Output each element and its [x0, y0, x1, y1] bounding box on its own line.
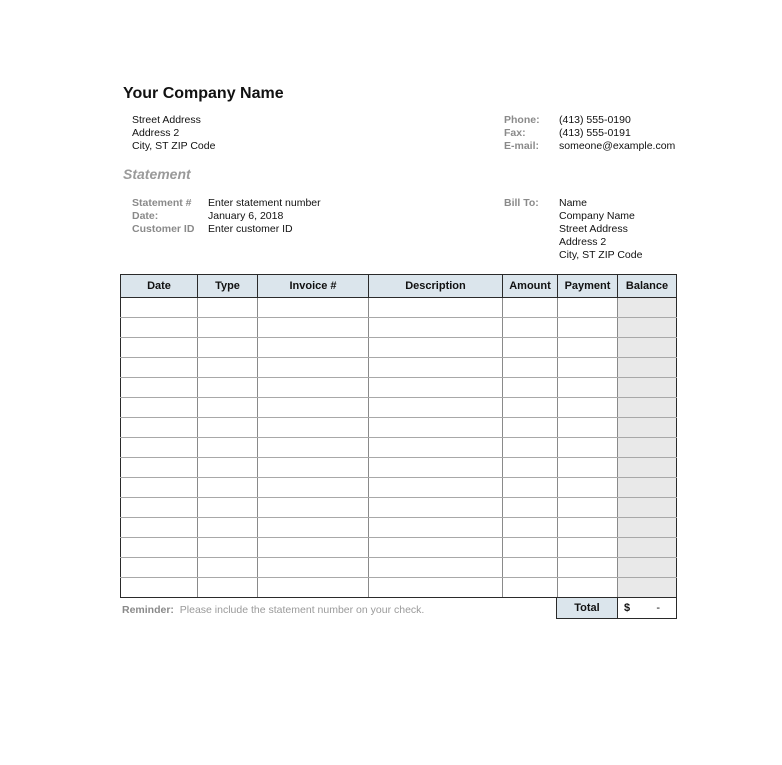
cell-type[interactable] — [198, 358, 258, 378]
cell-invoice[interactable] — [258, 418, 369, 438]
col-header-description: Description — [369, 275, 503, 298]
cell-date[interactable] — [121, 358, 198, 378]
col-header-date: Date — [121, 275, 198, 298]
cell-type[interactable] — [198, 338, 258, 358]
cell-balance[interactable] — [618, 578, 677, 598]
cell-type[interactable] — [198, 458, 258, 478]
col-header-invoice: Invoice # — [258, 275, 369, 298]
table-row — [121, 378, 677, 398]
cell-amount[interactable] — [503, 518, 558, 538]
address-line-2: Address 2 — [132, 127, 180, 139]
cell-payment[interactable] — [558, 438, 618, 458]
cell-invoice[interactable] — [258, 458, 369, 478]
cell-date[interactable] — [121, 458, 198, 478]
cell-amount[interactable] — [503, 578, 558, 598]
total-currency: $ — [624, 602, 631, 614]
cell-balance[interactable] — [618, 298, 677, 318]
cell-amount[interactable] — [503, 538, 558, 558]
cell-payment[interactable] — [558, 518, 618, 538]
cell-balance[interactable] — [618, 438, 677, 458]
cell-balance[interactable] — [618, 518, 677, 538]
cell-payment[interactable] — [558, 398, 618, 418]
cell-amount[interactable] — [503, 478, 558, 498]
cell-invoice[interactable] — [258, 378, 369, 398]
cell-description[interactable] — [369, 338, 503, 358]
cell-amount[interactable] — [503, 498, 558, 518]
cell-date[interactable] — [121, 538, 198, 558]
cell-type[interactable] — [198, 558, 258, 578]
date-field[interactable]: January 6, 2018 — [208, 210, 284, 222]
table-row — [121, 478, 677, 498]
table-row — [121, 358, 677, 378]
cell-amount[interactable] — [503, 358, 558, 378]
cell-date[interactable] — [121, 498, 198, 518]
cell-description[interactable] — [369, 518, 503, 538]
cell-description[interactable] — [369, 478, 503, 498]
cell-description[interactable] — [369, 438, 503, 458]
cell-payment[interactable] — [558, 538, 618, 558]
contact-labels — [504, 114, 540, 153]
statement-values — [208, 197, 321, 236]
bill-to-address2[interactable]: Address 2 — [559, 236, 607, 248]
table-header-row — [121, 275, 677, 298]
cell-type[interactable] — [198, 298, 258, 318]
cell-amount[interactable] — [503, 318, 558, 338]
cell-invoice[interactable] — [258, 518, 369, 538]
cell-description[interactable] — [369, 358, 503, 378]
cell-balance[interactable] — [618, 338, 677, 358]
cell-balance[interactable] — [618, 498, 677, 518]
cell-date[interactable] — [121, 398, 198, 418]
table-row — [121, 518, 677, 538]
cell-date[interactable] — [121, 578, 198, 598]
cell-type[interactable] — [198, 498, 258, 518]
cell-date[interactable] — [121, 378, 198, 398]
bill-to-city[interactable]: City, ST ZIP Code — [559, 249, 643, 261]
cell-invoice[interactable] — [258, 578, 369, 598]
cell-type[interactable] — [198, 478, 258, 498]
table-row — [121, 558, 677, 578]
reminder-label: Reminder: — [122, 604, 174, 616]
cell-description[interactable] — [369, 578, 503, 598]
statement-table — [120, 274, 677, 598]
statement-number-field[interactable]: Enter statement number — [208, 197, 321, 209]
cell-balance[interactable] — [618, 478, 677, 498]
cell-type[interactable] — [198, 538, 258, 558]
col-header-payment: Payment — [558, 275, 618, 298]
table-row — [121, 538, 677, 558]
cell-date[interactable] — [121, 478, 198, 498]
table-row — [121, 318, 677, 338]
cell-type[interactable] — [198, 398, 258, 418]
cell-balance[interactable] — [618, 398, 677, 418]
cell-amount[interactable] — [503, 458, 558, 478]
col-header-amount: Amount — [503, 275, 558, 298]
address-line-3: City, ST ZIP Code — [132, 140, 216, 152]
table-row — [121, 398, 677, 418]
bill-to-name[interactable]: Name — [559, 197, 588, 209]
cell-date[interactable] — [121, 298, 198, 318]
cell-invoice[interactable] — [258, 558, 369, 578]
phone-label: Phone: — [504, 114, 540, 126]
reminder — [122, 604, 424, 616]
phone-value: (413) 555-0190 — [559, 114, 631, 126]
bill-to-company[interactable]: Company Name — [559, 210, 635, 222]
cell-balance[interactable] — [618, 358, 677, 378]
cell-description[interactable] — [369, 298, 503, 318]
cell-balance[interactable] — [618, 538, 677, 558]
cell-balance[interactable] — [618, 558, 677, 578]
cell-date[interactable] — [121, 338, 198, 358]
cell-description[interactable] — [369, 538, 503, 558]
statement-number-label: Statement # — [132, 197, 192, 209]
table-row — [121, 498, 677, 518]
statement-labels — [132, 197, 194, 236]
cell-description[interactable] — [369, 558, 503, 578]
cell-invoice[interactable] — [258, 338, 369, 358]
cell-payment[interactable] — [558, 458, 618, 478]
email-value: someone@example.com — [559, 140, 676, 152]
cell-balance[interactable] — [618, 378, 677, 398]
table-row — [121, 438, 677, 458]
contact-values — [559, 114, 675, 153]
cell-invoice[interactable] — [258, 498, 369, 518]
date-label: Date: — [132, 210, 159, 222]
cell-amount[interactable] — [503, 438, 558, 458]
fax-label: Fax: — [504, 127, 526, 139]
bill-to-block — [559, 197, 642, 262]
total-label: Total — [557, 598, 618, 618]
col-header-balance: Balance — [618, 275, 677, 298]
table-body — [121, 298, 677, 598]
fax-value: (413) 555-0191 — [559, 127, 631, 139]
col-header-type: Type — [198, 275, 258, 298]
cell-payment[interactable] — [558, 318, 618, 338]
cell-balance[interactable] — [618, 458, 677, 478]
cell-date[interactable] — [121, 518, 198, 538]
cell-payment[interactable] — [558, 298, 618, 318]
company-address — [132, 114, 215, 153]
email-label: E-mail: — [504, 140, 540, 152]
customer-id-field[interactable]: Enter customer ID — [208, 223, 293, 235]
cell-invoice[interactable] — [258, 398, 369, 418]
bill-to-street[interactable]: Street Address — [559, 223, 628, 235]
cell-payment[interactable] — [558, 498, 618, 518]
cell-invoice[interactable] — [258, 298, 369, 318]
cell-date[interactable] — [121, 418, 198, 438]
cell-payment[interactable] — [558, 338, 618, 358]
cell-type[interactable] — [198, 378, 258, 398]
cell-description[interactable] — [369, 398, 503, 418]
table-row — [121, 418, 677, 438]
cell-amount[interactable] — [503, 338, 558, 358]
table-row — [121, 578, 677, 598]
reminder-text: Please include the statement number on your check. — [179, 604, 425, 616]
cell-balance[interactable] — [618, 318, 677, 338]
cell-invoice[interactable] — [258, 438, 369, 458]
statement-title: Statement — [123, 166, 191, 182]
cell-balance[interactable] — [618, 418, 677, 438]
total-amount: - — [656, 602, 660, 614]
cell-invoice[interactable] — [258, 358, 369, 378]
bill-to-label: Bill To: — [504, 197, 539, 209]
cell-amount[interactable] — [503, 398, 558, 418]
cell-description[interactable] — [369, 318, 503, 338]
table-row — [121, 338, 677, 358]
cell-payment[interactable] — [558, 418, 618, 438]
cell-payment[interactable] — [558, 358, 618, 378]
cell-type[interactable] — [198, 418, 258, 438]
total-box — [556, 597, 677, 619]
cell-type[interactable] — [198, 518, 258, 538]
cell-date[interactable] — [121, 318, 198, 338]
cell-invoice[interactable] — [258, 478, 369, 498]
cell-payment[interactable] — [558, 578, 618, 598]
table-row — [121, 298, 677, 318]
cell-description[interactable] — [369, 378, 503, 398]
cell-payment[interactable] — [558, 478, 618, 498]
address-line-1: Street Address — [132, 114, 201, 126]
cell-amount[interactable] — [503, 378, 558, 398]
cell-type[interactable] — [198, 578, 258, 598]
cell-amount[interactable] — [503, 298, 558, 318]
total-value[interactable] — [618, 598, 676, 618]
company-name: Your Company Name — [123, 85, 284, 102]
cell-date[interactable] — [121, 558, 198, 578]
cell-invoice[interactable] — [258, 318, 369, 338]
cell-amount[interactable] — [503, 418, 558, 438]
cell-description[interactable] — [369, 498, 503, 518]
table-row — [121, 458, 677, 478]
customer-id-label: Customer ID — [132, 223, 195, 235]
cell-date[interactable] — [121, 438, 198, 458]
cell-payment[interactable] — [558, 378, 618, 398]
cell-payment[interactable] — [558, 558, 618, 578]
cell-type[interactable] — [198, 318, 258, 338]
cell-amount[interactable] — [503, 558, 558, 578]
cell-description[interactable] — [369, 458, 503, 478]
cell-description[interactable] — [369, 418, 503, 438]
cell-type[interactable] — [198, 438, 258, 458]
cell-invoice[interactable] — [258, 538, 369, 558]
